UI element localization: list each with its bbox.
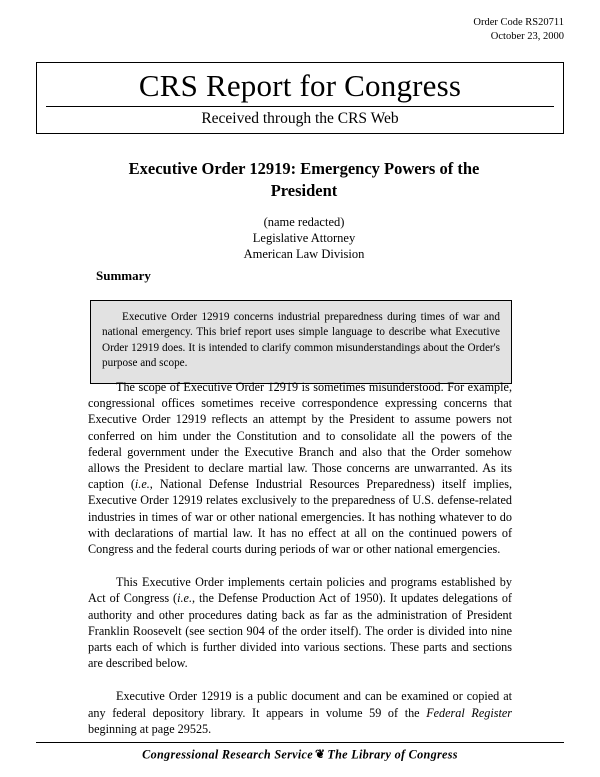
body-paragraph-3 <box>88 688 512 737</box>
order-code: Order Code RS20711 <box>473 17 564 28</box>
footer-right-text: The Library of Congress <box>327 747 458 762</box>
paragraph-3-italic: Federal Register <box>426 705 512 720</box>
paragraph-1-text-b: , National Defense Industrial Resources Preparedness) itself implies, Executive Order 12919 relates exclusively to the preparedness of U.S. defense-related industries in times of war or other national emergencies. It has nothing whatever to do with declarations of martial law. It has no effect at all on the continued powers of Congress and the federal courts during periods of war or other national emergencies. <box>88 477 512 557</box>
page-footer <box>36 742 564 764</box>
footer-left-text: Congressional Research Service <box>142 747 313 762</box>
body-paragraph-1 <box>88 379 512 557</box>
order-code-block <box>473 16 564 43</box>
page-title: Executive Order 12919: Emergency Powers of the President <box>128 159 480 200</box>
ornament-icon: ❦ <box>314 747 326 761</box>
paragraph-2-text-a: This Executive Order implements certain policies and programs established by Act of Congress ( <box>88 575 512 606</box>
author-title: Legislative Attorney <box>252 231 356 245</box>
author-division: American Law Division <box>243 247 365 261</box>
paragraph-2-text-b: , the Defense Production Act of 1950). It updates delegations of authority and other procedures dating back as far as the administration of President Franklin Roosevelt (see section 904 of the order itself). The order is divided into nine parts each of which is further divided into various sections. These parts and sections are described below. <box>88 591 512 671</box>
crs-banner <box>36 62 564 134</box>
summary-heading: Summary <box>96 268 151 283</box>
paragraph-2-italic: i.e. <box>177 591 192 606</box>
paragraph-1-text-a: The scope of Executive Order 12919 is sometimes misunderstood. For example, congressional offices sometimes receive correspondence expressing concerns that Executive Order 12919 reflects an attempt by the President to assume powers not conferred on him under the Constitution and to consolidate all the powers of the federal government under the Executive Branch and also that the Order somehow allows the President to declare martial law. Those concerns are unwarranted. As its caption ( <box>88 380 512 492</box>
paragraph-3-text-b: beginning at page 29525. <box>88 721 212 736</box>
paragraph-1-italic: i.e. <box>134 477 150 492</box>
footer-text <box>36 743 564 764</box>
banner-subtitle: Received through the CRS Web <box>201 110 399 127</box>
body-paragraph-2 <box>88 574 512 671</box>
summary-text: Executive Order 12919 concerns industrial preparedness during times of war and national emergency. This brief report uses simple language to describe what Executive Order 12919 does. It is intended to clarify common misunderstandings about the Order's purpose and scope. <box>102 311 500 370</box>
body-content <box>88 379 512 737</box>
author-name: (name redacted) <box>263 215 345 229</box>
report-date: October 23, 2000 <box>490 30 564 42</box>
banner-title: CRS Report for Congress <box>138 68 462 103</box>
summary-box <box>90 300 512 384</box>
paragraph-3-text-a: Executive Order 12919 is a public document and can be examined or copied at any federal depository library. It appears in volume 59 of the <box>88 689 512 720</box>
byline <box>96 214 512 262</box>
